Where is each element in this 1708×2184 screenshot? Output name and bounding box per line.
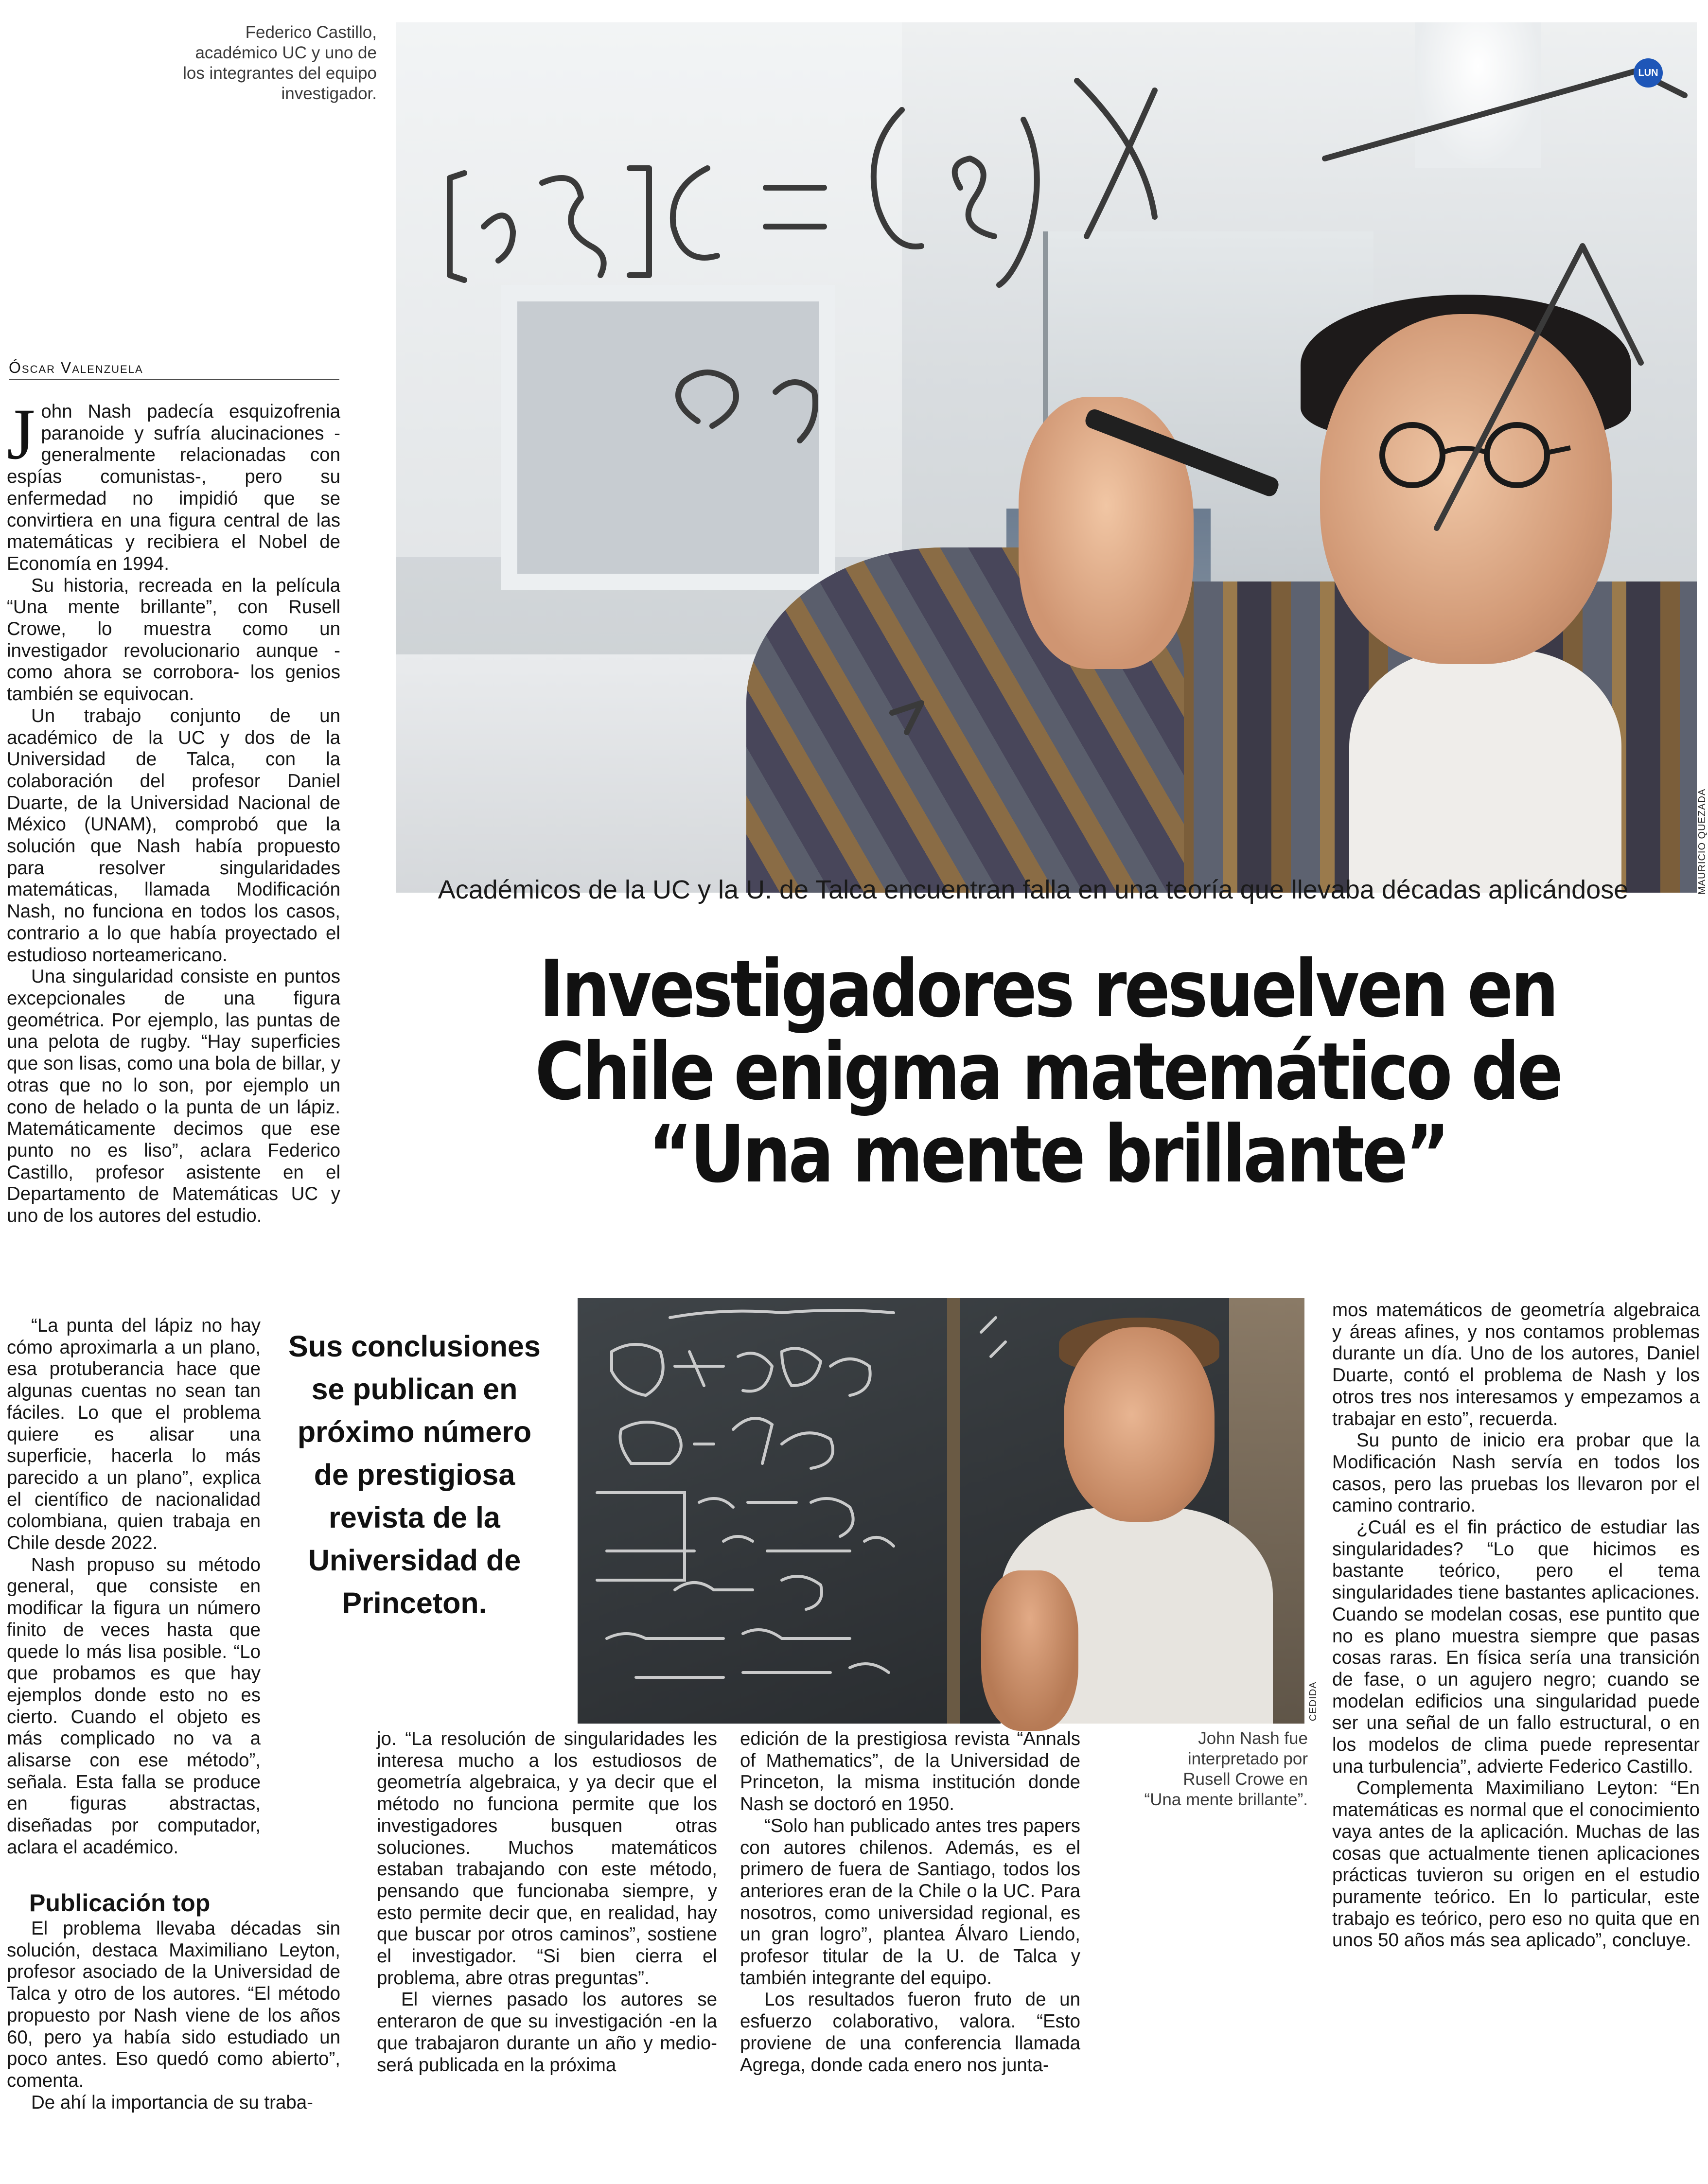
lun-logo: LUN bbox=[1634, 58, 1663, 88]
pull-quote: Sus conclusiones se publican en próximo número de prestigiosa revista de la Universidad de Princeton. bbox=[288, 1330, 541, 1620]
paragraph: El viernes pasado los autores se enteraron de que su investigación -en la que trabajaron durante un año y medio- será publicada en la próxima bbox=[377, 1989, 717, 2076]
face bbox=[1064, 1327, 1215, 1522]
paragraph: jo. “La resolución de singularidades les interesa mucho a los estudiosos de geometría algebraica, y ya decir que el método no funciona permite que los investigadores busquen otras soluciones. Muchos matemáticos estaban trabajando con este método, pensando que funcionaba siempre, y esto permite decir que, en realidad, hay que buscar por otros caminos”, sostiene el investigador. “Si bien cierra el problema, abre otras preguntas”. bbox=[377, 1728, 717, 1989]
paragraph: El problema llevaba décadas sin solución, destaca Maximiliano Leyton, profesor asociado de la Universidad de Talca y otro de los autores. “El método propuesto por Nash viene de los años 60, pero ya había sido estudiado un poco antes. Eso quedó como abierto”, comenta. bbox=[7, 1918, 340, 2091]
pointing-hand bbox=[981, 1570, 1078, 1731]
article-column-1 bbox=[7, 394, 340, 1310]
paragraph: Una singularidad consiste en puntos excepcionales de una figura geométrica. Por ejemplo, las puntas de una pelota de rugby. “Hay superficies que son lisas, como una bola de billar, y otras que no lo son, por ejemplo un cono de helado o la punta de un lápiz. Matemáticamente decimos que ese punto no es liso”, aclara Federico Castillo, profesor asistente en el Departamento de Matemáticas UC y uno de los autores del estudio. bbox=[7, 966, 340, 1227]
article-column-3 bbox=[740, 1728, 1080, 2166]
photo-caption-top: Federico Castillo, académico UC y uno de los integrantes del equipo investigador. bbox=[183, 23, 377, 103]
paragraph: “Solo han publicado antes tres papers con autores chilenos. Además, es el primero de fuera de Santiago, todos los anteriores eran de la Chile o la UC. Para nosotros, como universidad regional, es un gran logro”, plantea Álvaro Liendo, profesor titular de la U. de Talca y también integrante del equipo. bbox=[740, 1815, 1080, 1989]
paragraph: Su punto de inicio era probar que la Modificación Nash servía en todos los casos, pero las pruebas los llevaron por el camino contrario. bbox=[1332, 1430, 1700, 1516]
paragraph: Un trabajo conjunto de un académico de la UC y dos de la Universidad de Talca, con la colaboración del profesor Daniel Duarte, de la Universidad Nacional de México (UNAM), comprobó que la solución que Nash había propuesto para resolver singularidades matemáticas, llamada Modificación Nash, no funciona en todos los casos, contrario a lo que había proyectado el estudioso norteamericano. bbox=[7, 705, 340, 966]
photo-credit-main: MAURICIO QUEZADA bbox=[1697, 788, 1708, 895]
paragraph: ohn Nash padecía esquizofrenia paranoide y sufría alucinaciones -generalmente relacionadas con espías comunistas-, pero su enfermedad no impidió que se convirtiera en una figura central de las matemáticas y recibiera el Nobel de Economía en 1994. bbox=[7, 401, 340, 574]
paragraph: edición de la prestigiosa revista “Annals of Mathematics”, de la Universidad de Princeton, la misma institución donde Nash se doctoró en 1950. bbox=[740, 1728, 1080, 1815]
paragraph: “La punta del lápiz no hay cómo aproximarla a un plano, esa protuberancia hace que algunas cuentas no sean tan fáciles. Lo que el problema quiere es alisar una superficie, hacerla lo más parecido a un plano”, explica el científico de nacionalidad colombiana, quien trabaja en Chile desde 2022. bbox=[7, 1315, 261, 1554]
glass-writing bbox=[396, 22, 1697, 893]
main-photo bbox=[396, 22, 1697, 893]
photo-credit-secondary: CEDIDA bbox=[1308, 1681, 1319, 1721]
byline: Óscar Valenzuela bbox=[9, 359, 339, 380]
headline: Investigadores resuelven en Chile enigma matemático de “Una mente brillante” bbox=[535, 944, 1561, 1200]
article-column-1-narrow bbox=[7, 1315, 261, 1858]
paragraph: Nash propuso su método general, que consiste en modificar la figura un número finito de veces hasta que quede lo más lisa posible. “Lo que probamos es que hay ejemplos donde esto no es cierto. Cuando el objeto es más complicado no va a alisarse con ese método”, señala. Esta falla se produce en figuras abstractas, diseñadas por computador, aclara el académico. bbox=[7, 1554, 261, 1858]
article-column-4 bbox=[1332, 1300, 1700, 2170]
photo-caption-secondary: John Nash fue interpretado por Rusell Crowe en “Una mente brillante”. bbox=[1144, 1729, 1308, 1809]
article-column-1-bottom bbox=[7, 1918, 340, 2171]
paragraph: Complementa Maximiliano Leyton: “En matemáticas es normal que el conocimiento vaya antes de la aplicación. Muchas de las cosas que actualmente tienen aplicaciones prácticas tuvieron su origen en el estudio puramente teórico. En lo particular, este trabajo es teórico, pero eso no quita que en unos 50 años más sea aplicado”, concluye. bbox=[1332, 1778, 1700, 1951]
paragraph: Su historia, recreada en la película “Una mente brillante”, con Rusell Crowe, lo muestra como un investigador revolucionario aunque -como ahora se corrobora- los genios también se equivocan. bbox=[7, 575, 340, 705]
secondary-photo bbox=[578, 1298, 1304, 1724]
paragraph: mos matemáticos de geometría algebraica y áreas afines, y nos contamos problemas durante un día. Uno de los autores, Daniel Duarte, contó el problema de Nash y los otros tres nos interesamos y empezamos a trabajar en esto”, recuerda. bbox=[1332, 1300, 1700, 1429]
deck: Académicos de la UC y la U. de Talca encuentran falla en una teoría que llevaba décadas aplicándose bbox=[438, 875, 1629, 904]
paragraph: De ahí la importancia de su traba- bbox=[31, 2092, 313, 2113]
paragraph: ¿Cuál es el fin práctico de estudiar las singularidades? “Lo que hicimos es bastante teórico, pero el tema singularidades tiene bastantes aplicaciones. Cuando se modelan cosas, ese puntito que no es plano muestra siempre que pasas cosas raras. En física sería una transición de fase, o un agujero negro; cuando se modelan edificios una singularidad puede ser una señal de un fallo estructural, o en los modelos de clima puede representar una turbulencia”, advierte Federico Castillo. bbox=[1332, 1517, 1700, 1777]
subhead: Publicación top bbox=[29, 1889, 211, 1917]
paragraph: Los resultados fueron fruto de un esfuerzo colaborativo, valora. “Esto proviene de una conferencia llamada Agrega, donde cada enero nos junta- bbox=[740, 1989, 1080, 2076]
drop-cap: J bbox=[7, 394, 35, 475]
article-column-2 bbox=[377, 1728, 717, 2166]
